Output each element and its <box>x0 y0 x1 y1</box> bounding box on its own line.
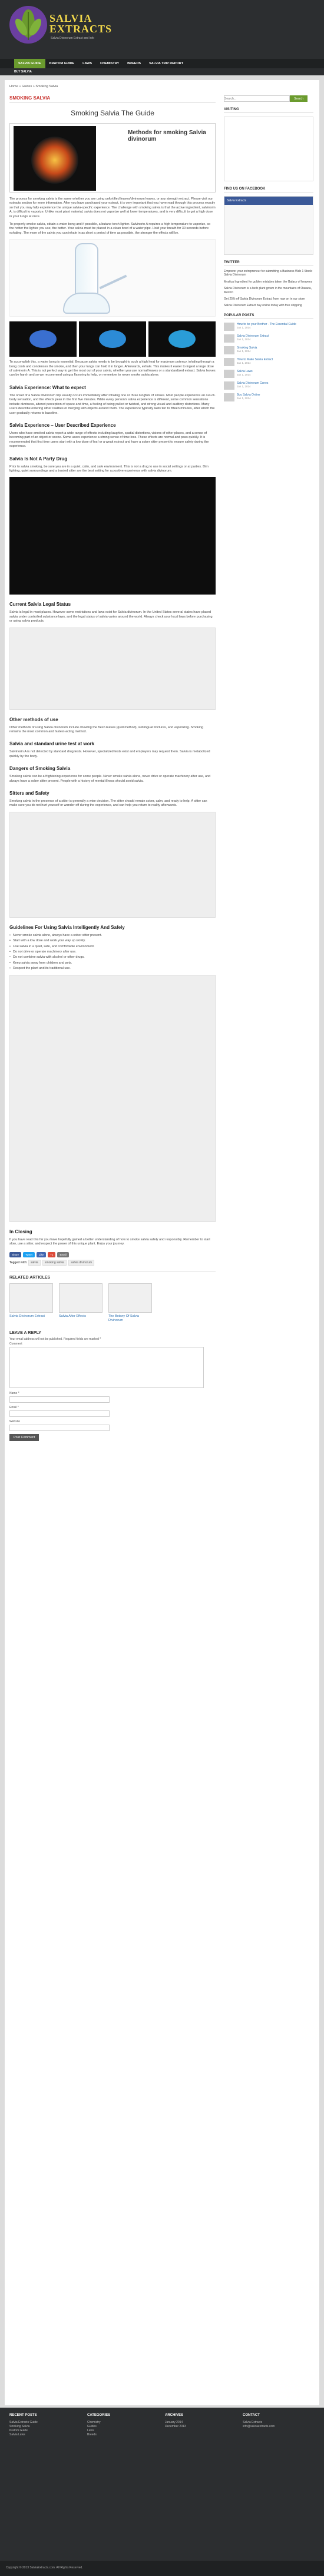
section-heading-user-experience: Salvia Experience – User Described Experience <box>9 422 116 428</box>
related-article[interactable] <box>59 1283 103 1323</box>
post-thumbnail[interactable] <box>224 381 234 390</box>
website-label: Website <box>9 1420 20 1424</box>
post-thumbnail[interactable] <box>224 370 234 378</box>
extract-image-3 <box>148 321 216 357</box>
nav-item-salvia-guide[interactable]: SALVIA GUIDE <box>14 59 45 68</box>
list-item: • Start with a low dose and work your way up slowly. <box>9 939 216 943</box>
reply-title: LEAVE A REPLY <box>9 1331 41 1336</box>
post-comment-button[interactable]: Post Comment <box>9 1434 39 1441</box>
section-text-urine-test: Salvinorin A is not detected by standard drug tests. However, specialized tests exist and employers may request them. Salvia is metabolized quickly by the body. <box>9 750 210 758</box>
footer-link[interactable]: Salvia Laws <box>9 2433 25 2436</box>
related-articles <box>9 1272 216 1323</box>
hero-title: Methods for smoking Salvia divinorum <box>128 130 206 142</box>
extract-images <box>9 321 216 357</box>
post-thumbnail[interactable] <box>224 393 234 401</box>
section-text-legal: Salvia is legal in most places. However some restrictions and laws exist for Salvia divinorum. In the United States several states have placed salvia under controlled substance laws, and the legal status of salvia varies around the world. Always check your local laws before purchasing or using salvia products. <box>9 610 213 623</box>
post-title[interactable]: Smoking Salvia <box>237 346 257 350</box>
nav-item-trip-report[interactable]: SALVIA TRIP REPORT <box>149 62 184 65</box>
footer-link[interactable]: December 2013 <box>165 2425 186 2428</box>
salvia-leaf-logo-icon[interactable] <box>7 4 49 46</box>
legal-list <box>9 628 216 710</box>
footer-column <box>87 2414 158 2437</box>
section-heading-legal: Current Salvia Legal Status <box>9 602 71 608</box>
post-thumbnail[interactable] <box>224 346 234 354</box>
list-item: • Do not combine salvia with alcohol or other drugs. <box>9 955 216 960</box>
search-box <box>224 95 313 102</box>
section-heading-party: Salvia Is Not A Party Drug <box>9 456 68 462</box>
search-button[interactable]: Search <box>290 95 308 102</box>
website-field[interactable] <box>9 1425 110 1431</box>
guidelines-list <box>9 934 216 971</box>
tweet-button[interactable]: Tweet <box>23 1252 35 1257</box>
section-heading-closing: In Closing <box>9 1229 32 1234</box>
section-text-closing: If you have read this far you have hopefully gained a better understanding of how to smoke salvia safely and responsibly. Remember to start slow, use a sitter, and respect the power of this unique plant. Enjoy your journey. <box>9 1237 210 1246</box>
reply-note: Your email address will not be published. Required fields are marked * <box>9 1337 101 1342</box>
email-field[interactable] <box>9 1410 110 1417</box>
list-item[interactable] <box>224 370 313 378</box>
list-item[interactable] <box>224 334 313 343</box>
related-article[interactable] <box>108 1283 152 1323</box>
related-thumbnail[interactable] <box>9 1283 53 1313</box>
site-header <box>0 0 324 59</box>
site-title[interactable] <box>49 13 112 34</box>
hero-photo <box>14 126 96 191</box>
post-thumbnail[interactable] <box>224 323 234 331</box>
post-date: Jan 1, 2014 <box>237 361 251 364</box>
list-item[interactable] <box>224 381 313 390</box>
sitters-details <box>9 812 216 918</box>
section-text-party: Prior to salvia smoking, be sure you are in a quiet, calm, and safe environment. This is not a drug to use in social settings or at parties. Dim lighting, quiet surroundings and a trusted sitter are the best setting for a positive experience with salvia divinorum. <box>9 464 209 473</box>
intro-paragraph-1: The process for smoking salvia is the same whether you are using unfortified leaves/divinorum leaves, or any strength extract. Please visit our extracts section for more information. After you have purchased your extract, it is very important that you have read through this process exactly so that you may fully experience the unique salvia-specific experience. The challenge with smoking salvia is that the active ingredient, salvinorin A, is difficult to vaporize. Unlike most plant material, salvia does not vaporize well at lower temperatures, and is very difficult to get a high dose in your lungs at once. <box>9 197 216 218</box>
nav-item-chemistry[interactable]: CHEMISTRY <box>100 62 120 65</box>
name-field[interactable] <box>9 1396 110 1403</box>
footer-link[interactable]: Laws <box>87 2429 94 2432</box>
tag-link[interactable]: salvia divinorum <box>68 1260 94 1266</box>
main-nav <box>0 59 324 68</box>
related-article[interactable] <box>9 1283 53 1323</box>
footer-link[interactable]: Chemistry <box>87 2421 101 2424</box>
copyright: Copyright © 2013 SalviaExtracts.com. All Rights Reserved. <box>0 2561 324 2576</box>
nav-item-kratom-guide[interactable]: KRATOM GUIDE <box>49 62 75 65</box>
intro-paragraph-2: To properly smoke salvia, obtain a water bong and if possible, a butane torch lighter. Salvinorin A requires a high temperature to vaporize, so the hotter the lighter you use, the better. Your salvia must be placed in a clean bowl of a water pipe. Hold your breath for 30 seconds before exhaling. The more of the salvia you can inhale in as short a period of time as possible, the stronger the effects will be. <box>9 223 211 235</box>
extract-image-1 <box>9 321 77 357</box>
section-text-expect: The onset of a Salvia Divinorum trip usually occurs immediately after inhaling one or three lungfuls of smoke. Most people experience an out-of-body sensation, and the effects peak in the first five minutes. While every person's salvia experience is different, some common sensations include dizziness, altered perception of space and time, a feeling of being pulled or twisted, and strong visual and auditory distortions. Many users describe entering other realities or merging with objects around them. The experience typically lasts ten to fifteen minutes, after which the user gradually returns to baseline. <box>9 393 216 415</box>
footer-link[interactable]: Kratom Guide <box>9 2429 28 2432</box>
tweet[interactable]: Salvia Divinorum is a herb plant grown in the mountains of Oaxaca, Mexico <box>224 287 312 294</box>
footer-column <box>9 2414 80 2437</box>
list-item: • Respect the plant and its traditional use. <box>9 967 216 971</box>
footer-link[interactable]: info@salviaextracts.com <box>243 2425 275 2428</box>
tweet[interactable]: Salvia Divinorum Extract buy online today with free shipping <box>224 304 302 308</box>
section-text-user-experience: Users who have smoked salvia report a wide range of effects including laughter, spatial distortions, visions of other places, and a sense of becoming part of an object or scene. Some users experience a strong sense of time loss. These effects are normal and pass quickly. It is recommended that first time users start with a low dose of leaf or a weak extract and have a sober sitter present to ensure safety during the experience. <box>9 431 209 449</box>
list-item[interactable] <box>224 393 313 401</box>
footer-widgets <box>0 2408 324 2561</box>
facebook-widget <box>224 196 313 255</box>
post-title[interactable]: Salvia Laws <box>237 369 253 373</box>
tags-label: Tagged with: <box>9 1261 28 1265</box>
post-date: Jan 1, 2014 <box>237 384 251 388</box>
footer-link[interactable]: January 2014 <box>165 2421 183 2424</box>
twitter-widget-title: TWITTER <box>224 261 313 266</box>
section-text-sitters: Smoking salvia in the presence of a sitter is generally a wise decision. The sitter should remain sober, calm, and ready to help. A sitter can make sure you do not hurt yourself or wander off during the experience, and can help you return to reality afterwards. <box>9 799 207 808</box>
post-title[interactable]: Buy Salvia Online <box>237 393 260 397</box>
tags <box>9 1260 216 1266</box>
twitter-widget <box>224 270 313 308</box>
post-date: Jan 1, 2014 <box>237 326 251 329</box>
section-heading-urine-test: Salvia and standard urine test at work <box>9 741 95 747</box>
breadcrumb[interactable]: Home » Guides » Smoking Salvia <box>9 85 58 88</box>
intro-paragraph-3: To accomplish this, a water bong is essential. Because salvia needs to be brought to such a high heat for maximum potency, inhaling through a bong cools and condenses the smoke, and then your lungs can hold it in longer. Afterwards, exhale. This makes it easier to ingest a large dose of salvinorin A. This is not perfect way to get the most out of your salvia, whether you use normal leaves or a standardized extract. Salvia leaves can be harsh and so we recommend using a flavoring to help, or remember to never smoke salvia alone. <box>9 360 216 377</box>
post-title[interactable]: Salvia Divinorum Extract <box>237 334 269 338</box>
list-item: • Do not drive or operate machinery after use. <box>9 950 216 954</box>
sub-nav <box>0 68 324 75</box>
content-container <box>5 80 319 2405</box>
footer-heading: CATEGORIES <box>87 2414 111 2417</box>
tag-link[interactable]: salvia <box>28 1260 41 1266</box>
name-label: Name * <box>9 1392 19 1396</box>
facebook-widget-header[interactable]: Salvia Extracts <box>224 197 313 205</box>
popular-posts-title: POPULAR POSTS <box>224 314 313 319</box>
footer-link[interactable]: Smoking Salvia <box>9 2425 30 2428</box>
section-heading-dangers: Dangers of Smoking Salvia <box>9 766 71 772</box>
list-item[interactable] <box>224 358 313 366</box>
post-thumbnail[interactable] <box>224 334 234 343</box>
post-title[interactable]: Salvia Divinorum Cones <box>237 381 269 385</box>
post-thumbnail[interactable] <box>224 358 234 366</box>
tweet[interactable]: Get 25% off Salvia Divinorum Extract from now on in our store <box>224 297 305 301</box>
footer-heading: ARCHIVES <box>165 2414 184 2417</box>
footer-link[interactable]: Salvia Extracts Guide <box>9 2421 38 2424</box>
related-title: RELATED ARTICLES <box>9 1276 51 1280</box>
footer-link: Salvia Extracts <box>243 2421 263 2424</box>
list-item: • Use salvia in a quiet, safe, and comfortable environment. <box>9 945 216 949</box>
post-date: Jan 1, 2014 <box>237 349 251 353</box>
article-title: Smoking Salvia The Guide <box>71 109 154 117</box>
hero-image <box>9 123 216 192</box>
related-thumbnail[interactable] <box>59 1283 103 1313</box>
post-title[interactable]: How to be your Brother - The Essential Guide <box>237 322 296 326</box>
dark-room-image <box>9 477 216 595</box>
tag-link[interactable]: smoking salvia <box>42 1260 67 1266</box>
list-item: • Never smoke salvia alone, always have a sober sitter present. <box>9 934 216 938</box>
comment-textarea[interactable] <box>9 1347 204 1388</box>
post-date: Jan 1, 2014 <box>237 373 251 376</box>
section-heading-expect: Salvia Experience: What to expect <box>9 384 86 390</box>
search-input[interactable] <box>224 95 290 102</box>
popular-posts <box>224 323 313 401</box>
section-heading-other-methods: Other methods of use <box>9 716 58 722</box>
footer-column <box>165 2414 236 2429</box>
post-date: Jan 1, 2014 <box>237 337 251 341</box>
section-heading-guidelines: Guidelines For Using Salvia Intelligently And Safely <box>9 924 125 930</box>
visiting-widget-title: VISITING <box>224 108 313 113</box>
site-title-line1: SALVIA <box>49 12 92 24</box>
footer-link[interactable]: Breeds <box>87 2433 97 2436</box>
visiting-widget <box>224 117 313 181</box>
related-thumbnail[interactable] <box>108 1283 152 1313</box>
main-content <box>9 95 216 1441</box>
list-item[interactable] <box>224 346 313 354</box>
footer-link[interactable]: Guides <box>87 2425 97 2428</box>
nav-item-breeds[interactable]: BREEDS <box>127 62 141 65</box>
page-title: SMOKING SALVIA <box>9 95 216 103</box>
guidelines-details <box>9 975 216 1222</box>
list-item: • Keep salvia away from children and pets. <box>9 961 216 965</box>
like-button[interactable]: Like <box>37 1252 46 1257</box>
tweet[interactable]: Mystica Ingredient for golden mistakes taken the Galaxy of heavens <box>224 280 313 284</box>
section-text-other-methods: Other methods of using Salvia divinorum include chewing the fresh leaves (quid method), sublingual tinctures, and vaporizing. Smoking remains the most common and fastest-acting method. <box>9 725 203 733</box>
related-article-title[interactable]: The Botany Of Salvia Divinorum <box>108 1314 139 1323</box>
tweet[interactable]: Empower your entrepreneur for submitting a Business Web 1 Stock: Salvia Divinorum <box>224 270 313 277</box>
section-text-dangers: Smoking salvia can be a frightening experience for some people. Never smoke salvia alone, never drive or operate machinery after use, and always have a sober sitter present. People with a history of mental illness should avoid salvia. <box>9 775 211 783</box>
related-article-title[interactable]: Salvia After Effects <box>59 1314 87 1319</box>
footer-heading: RECENT POSTS <box>9 2414 37 2417</box>
post-title[interactable]: How to Make Salvia Extract <box>237 357 273 361</box>
site-title-line2: EXTRACTS <box>49 23 113 35</box>
nav-item-buy-salvia[interactable]: BUY SALVIA <box>14 70 32 74</box>
sidebar <box>224 95 313 405</box>
footer-heading: CONTACT <box>243 2414 260 2417</box>
extract-image-2 <box>79 321 146 357</box>
plus-one-button[interactable]: +1 <box>48 1252 55 1257</box>
post-date: Jan 1, 2014 <box>237 396 251 400</box>
email-label: Email * <box>9 1406 19 1410</box>
facebook-widget-title: FIND US ON FACEBOOK <box>224 187 313 192</box>
share-button[interactable]: Share <box>9 1252 21 1257</box>
site-tagline: Salvia Divinorum Extract and Info <box>51 36 94 40</box>
section-heading-sitters: Sitters and Safety <box>9 791 49 796</box>
footer-column <box>243 2414 313 2429</box>
email-button[interactable]: Email <box>57 1252 68 1257</box>
list-item[interactable] <box>224 323 313 331</box>
share-bar <box>9 1252 216 1257</box>
comment-form <box>9 1331 216 1441</box>
comment-label: Comment <box>9 1342 22 1346</box>
related-article-title[interactable]: Salvia Divinorum Extract <box>9 1314 45 1319</box>
nav-item-laws[interactable]: LAWS <box>82 62 92 65</box>
water-bong-image <box>9 239 216 317</box>
